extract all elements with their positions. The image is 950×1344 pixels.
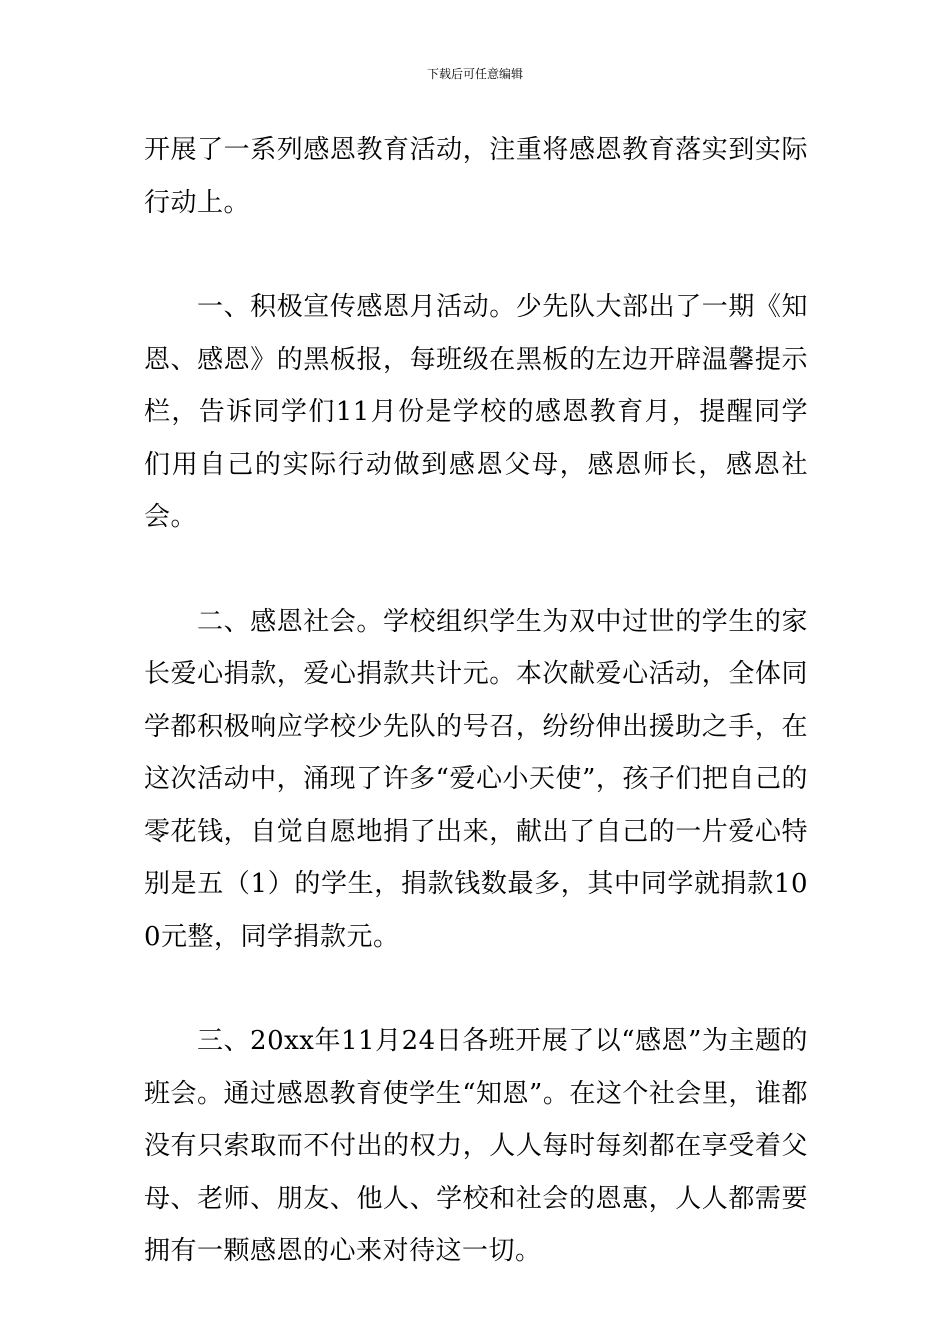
paragraph-continuation: 开展了一系列感恩教育活动，注重将感恩教育落实到实际行动上。 <box>144 135 808 218</box>
page-header-note: 下载后可任意编辑 <box>426 67 523 81</box>
paragraph-section-1: 一、积极宣传感恩月活动。少先队大部出了一期《知恩、感恩》的黑板报，每班级在黑板的左边开辟温馨提示栏，告诉同学们11月份是学校的感恩教育月，提醒同学们用自己的实际行动做到感恩父母，感恩师长，感恩社会。 <box>144 292 808 532</box>
document-body <box>144 124 808 1330</box>
paragraph-section-2: 二、感恩社会。学校组织学生为双中过世的学生的家长爱心捐款，爱心捐款共计元。本次献爱心活动，全体同学都积极响应学校少先队的号召，纷纷伸出援助之手，在这次活动中，涌现了许多“爱心小天使”，孩子们把自己的零花钱，自觉自愿地捐了出来，献出了自己的一片爱心特别是五（1）的学生，捐款钱数最多，其中同学就捐款100元整，同学捐款元。 <box>144 606 808 952</box>
paragraph-section-3: 三、20xx年11月24日各班开展了以“感恩”为主题的班会。通过感恩教育使学生“知恩”。在这个社会里，谁都没有只索取而不付出的权力，人人每时每刻都在享受着父母、老师、朋友、他人、学校和社会的恩惠，人人都需要拥有一颗感恩的心来对待这一切。 <box>144 1026 808 1266</box>
